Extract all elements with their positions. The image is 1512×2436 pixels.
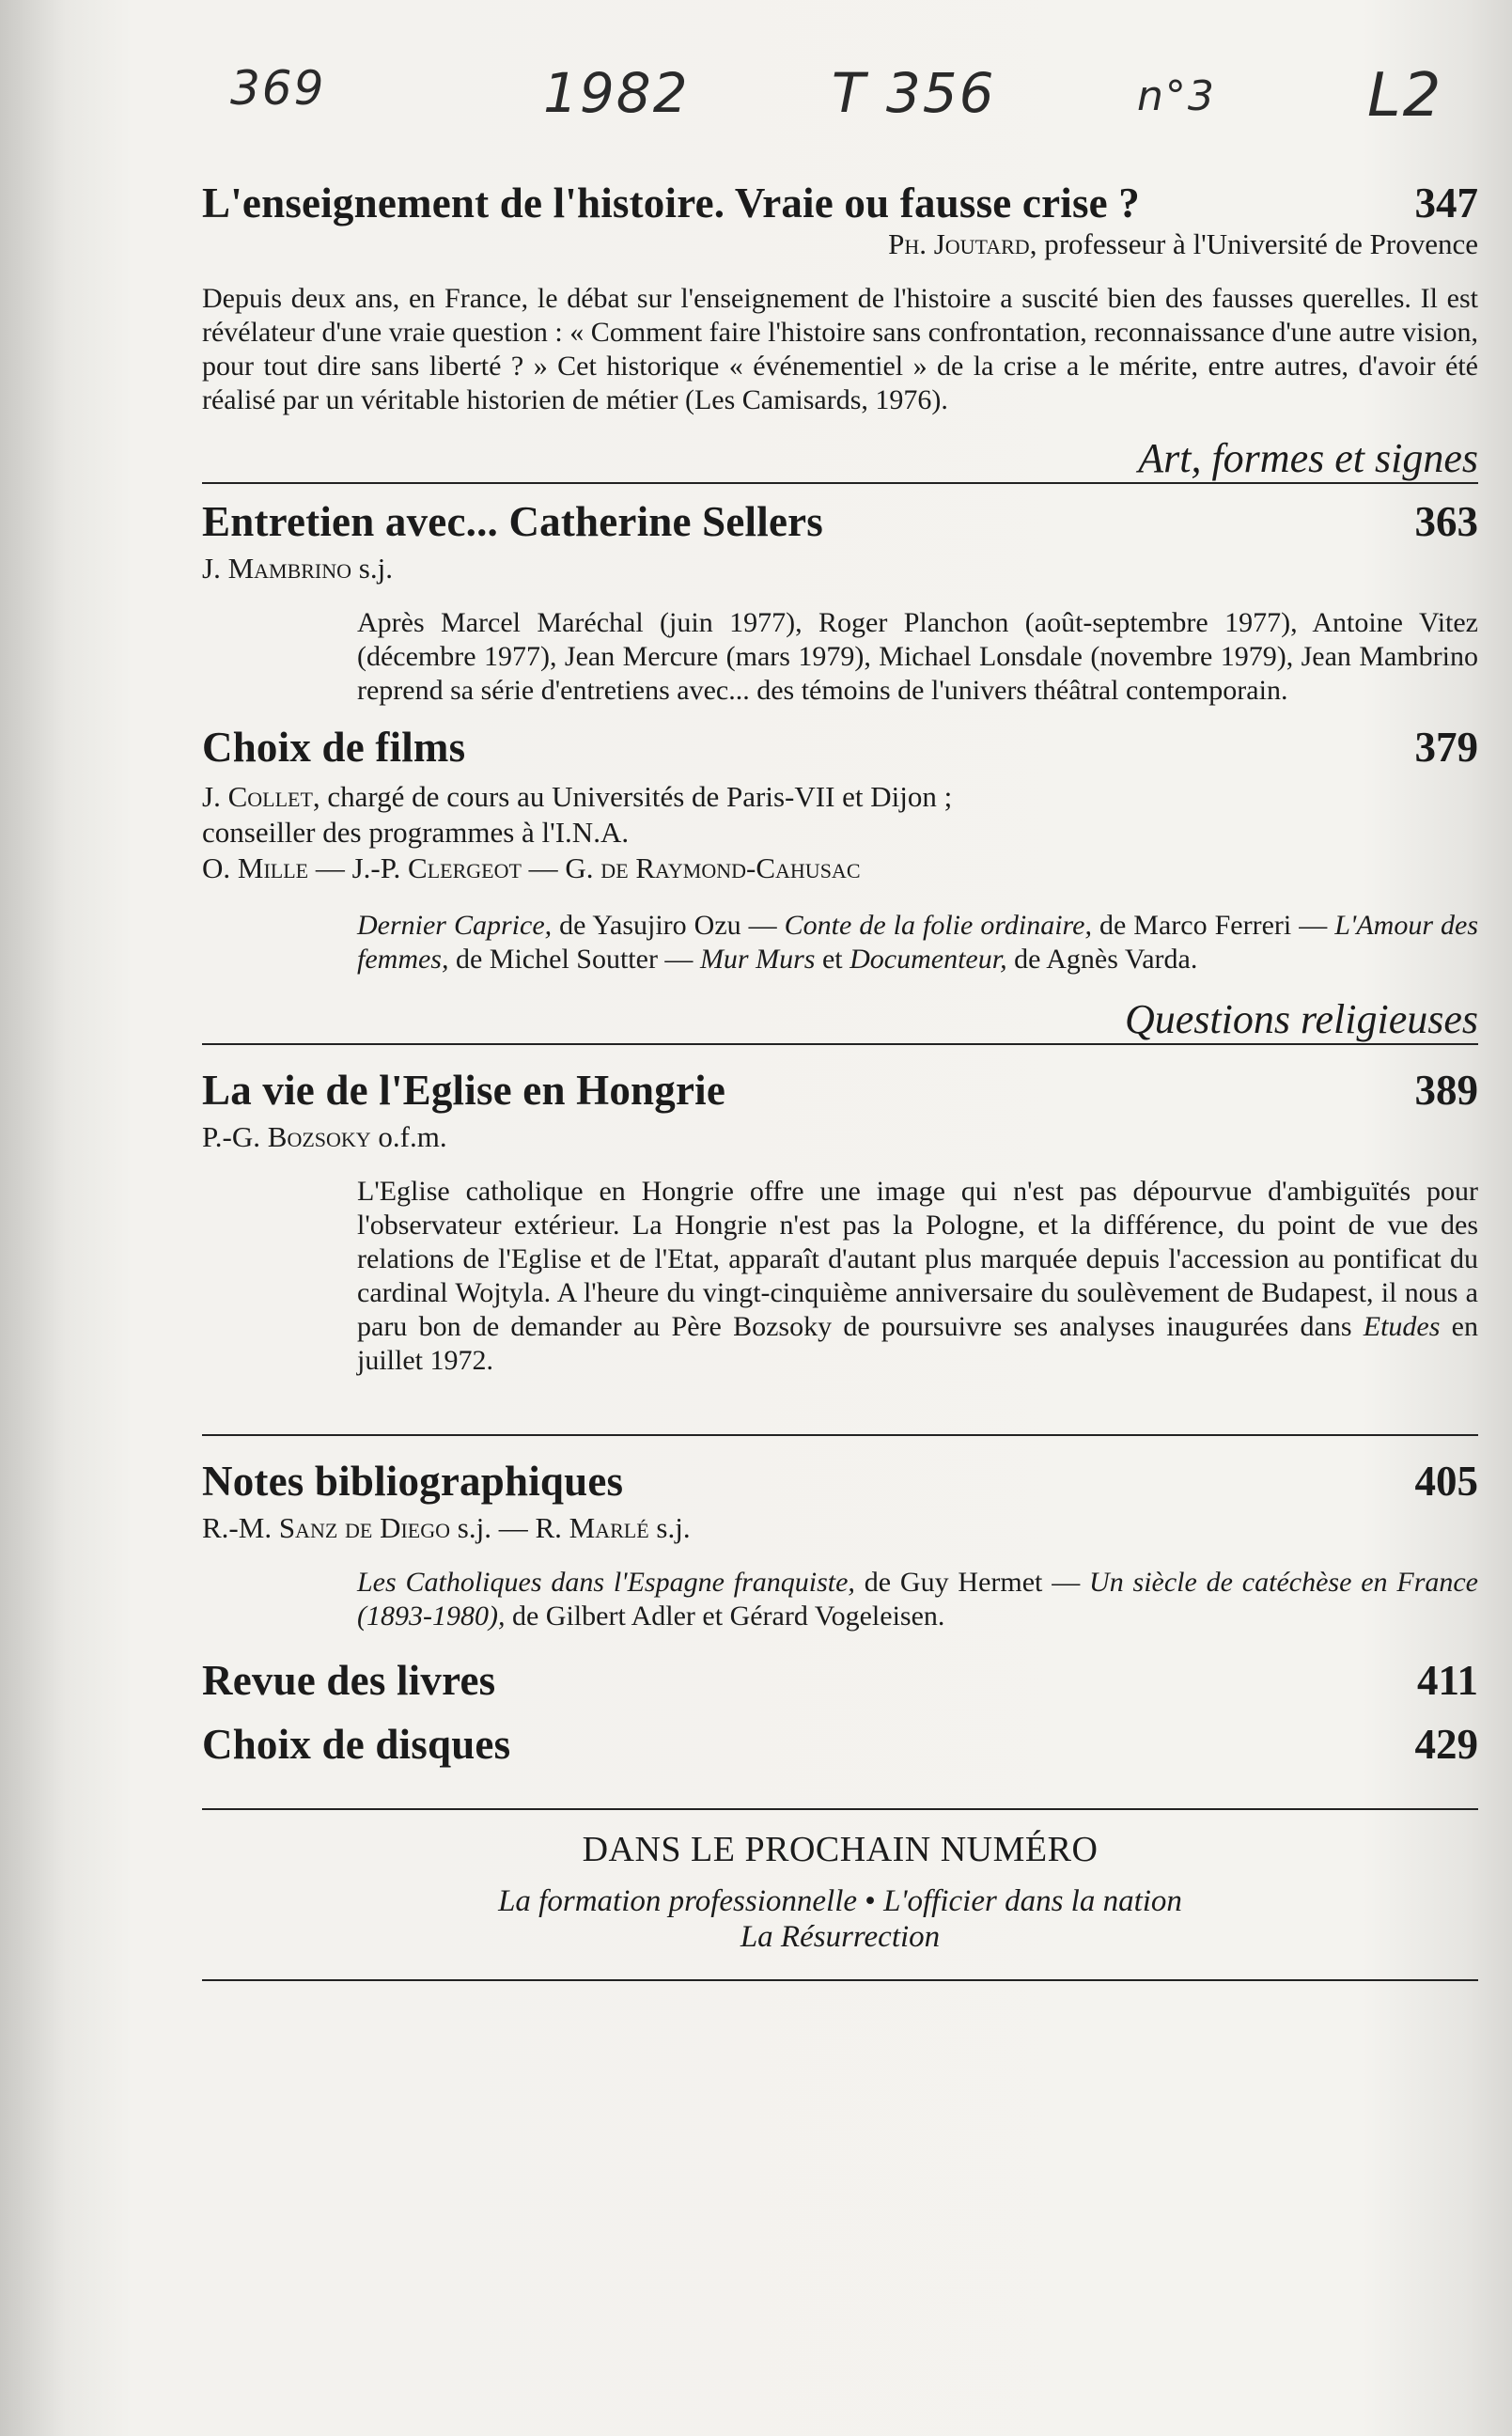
entry-header (202, 497, 1478, 546)
handwritten-annotations (0, 52, 1512, 136)
entry-author: R.-M. Sanz de Diego s.j. — R. Marlé s.j. (202, 1511, 691, 1544)
handwritten-note: 1982 (543, 61, 690, 125)
author-line: conseiller des programmes à l'I.N.A. (202, 816, 630, 849)
entry-page-number: 411 (1416, 1657, 1478, 1704)
next-issue-line: La Résurrection (740, 1920, 941, 1954)
entry-title: Choix de disques (202, 1721, 511, 1768)
entry-header (202, 1066, 1478, 1115)
entry-title: La vie de l'Eglise en Hongrie (202, 1067, 726, 1114)
entry-title: L'enseignement de l'histoire. Vraie ou fausse crise ? (202, 180, 1141, 226)
entry-header (202, 179, 1478, 227)
section-divider (202, 1979, 1478, 1981)
section-label: Questions religieuses (1125, 996, 1478, 1042)
section-divider (202, 1808, 1478, 1810)
toc-entry-short (202, 1720, 1478, 1769)
next-issue-heading: DANS LE PROCHAIN NUMÉRO (582, 1830, 1099, 1869)
toc-entry-short (202, 1656, 1478, 1705)
entry-abstract: Après Marcel Maréchal (juin 1977), Roger Planchon (août-septembre 1977), Antoine Vitez (décembre 1977), Jean Mercure (mars 1979), Michael Lonsdale (novembre 1979), Jean Mambrino reprend sa série d'entretiens avec... des témoins de l'univers théâtral contemporain. (357, 607, 1478, 706)
handwritten-note: T 356 (832, 61, 996, 125)
entry-abstract: L'Eglise catholique en Hongrie offre une image qui n'est pas dépourvue d'ambiguïtés pour l'observateur extérieur. La Hongrie n'est pas la Pologne, et la différence, du point de vue des relations de l'Eglise et de l'Etat, apparaît d'autant plus marquée depuis l'accession au pontificat du cardinal Wojtyla. A l'heure du vingt-cinquième anniversaire du soulèvement de Budapest, il nous a paru bon de demander au Père Bozsoky de poursuivre ses analyses inaugurées dans Etudes en juillet 1972. (357, 1176, 1478, 1376)
table-of-contents (202, 179, 1478, 1981)
entry-author: J. Mambrino s.j. (202, 552, 393, 585)
entry-abstract: Dernier Caprice, de Yasujiro Ozu — Conte de la folie ordinaire, de Marco Ferreri — L'Amour des femmes, de Michel Soutter — Mur Murs et Documenteur, de Agnès Varda. (357, 910, 1478, 975)
handwritten-note: n°3 (1137, 72, 1216, 120)
section-divider (202, 1434, 1478, 1436)
next-issue (202, 1829, 1478, 1955)
entry-header (202, 1457, 1478, 1506)
entry-page-number: 347 (1414, 180, 1478, 226)
entry-title: Revue des livres (202, 1657, 496, 1704)
bullet-icon: • (865, 1884, 876, 1918)
section-divider (202, 482, 1478, 484)
author-line: O. Mille — J.-P. Clergeot — G. de Raymond-Cahusac (202, 851, 861, 884)
entry-authors (202, 779, 1478, 886)
entry-title: Notes bibliographiques (202, 1458, 624, 1505)
entry-author: Ph. Joutard, professeur à l'Université de Provence (888, 227, 1478, 260)
entry-author: P.-G. Bozsoky o.f.m. (202, 1120, 447, 1153)
section-divider (202, 1043, 1478, 1045)
entry-page-number: 363 (1414, 498, 1478, 545)
toc-entry (202, 1457, 1478, 1633)
entry-header (202, 723, 1478, 772)
next-issue-line: La formation professionnelle • L'officier dans la nation (498, 1884, 1182, 1918)
handwritten-note: 369 (230, 61, 326, 116)
section-label: Art, formes et signes (1138, 435, 1478, 481)
handwritten-note: L2 (1367, 61, 1443, 131)
entry-page-number: 389 (1414, 1067, 1478, 1114)
entry-page-number: 379 (1414, 724, 1478, 771)
entry-abstract: Depuis deux ans, en France, le débat sur l'enseignement de l'histoire a suscité bien des fausses querelles. Il est révélateur d'une vraie question : « Comment faire l'histoire sans confrontation, reconnaissance d'une autre vision, pour tout dire sans liberté ? » Cet historique « événementiel » de la crise a le mérite, entre autres, d'avoir été réalisé par un véritable historien de métier (Les Camisards, 1976). (202, 283, 1478, 415)
entry-page-number: 405 (1414, 1458, 1478, 1505)
toc-entry (202, 497, 1478, 708)
entry-title: Choix de films (202, 724, 466, 771)
author-line: J. Collet, chargé de cours au Universités de Paris-VII et Dijon ; (202, 780, 953, 813)
toc-entry (202, 179, 1478, 417)
entry-abstract: Les Catholiques dans l'Espagne franquiste, de Guy Hermet — Un siècle de catéchèse en France (1893-1980), de Gilbert Adler et Gérard Vogeleisen. (357, 1567, 1478, 1632)
toc-entry (202, 1066, 1478, 1378)
entry-title: Entretien avec... Catherine Sellers (202, 498, 824, 545)
entry-page-number: 429 (1414, 1721, 1478, 1768)
toc-entry (202, 723, 1478, 976)
